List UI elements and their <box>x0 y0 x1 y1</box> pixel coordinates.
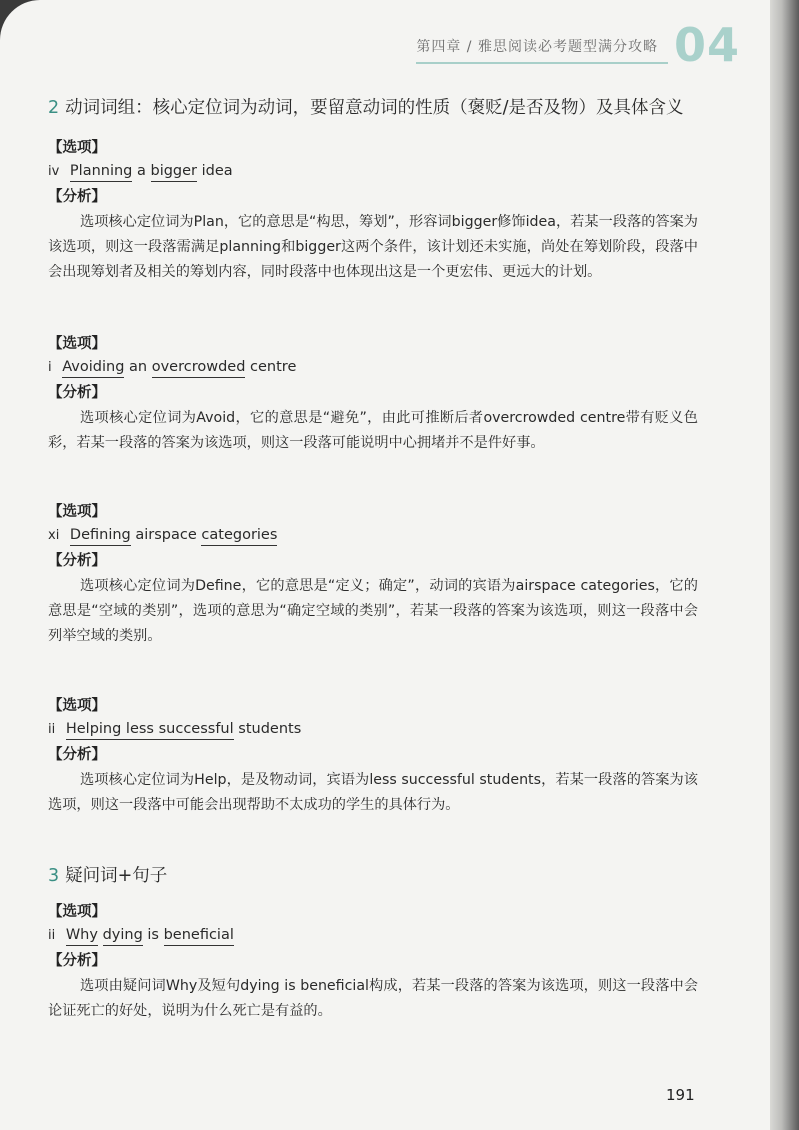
item-2 <box>48 332 698 456</box>
option-numeral: ii <box>48 928 56 943</box>
analysis-tag: 【分析】 <box>48 385 106 401</box>
option-tag: 【选项】 <box>48 336 106 352</box>
section-number: 2 <box>48 98 60 118</box>
section-title: 动词词组：核心定位词为动词，要留意动词的性质（褒贬/是否及物）及具体含义 <box>65 98 684 118</box>
option-word: dying <box>103 927 143 946</box>
analysis-text: 选项核心定位词为Plan，它的意思是“构思，筹划”，形容词bigger修饰idea，若某一段落的答案为该选项，则这一段落需满足planning和bigger这两个条件，该计划还未实施，尚处在筹划阶段，段落中会出现筹划者及相关的筹划内容，同时段落中也体现出这是一个更宏伟、更远大的计划。 <box>48 214 698 280</box>
section-title: 疑问词+句子 <box>65 866 168 886</box>
running-header <box>416 20 740 70</box>
item-1 <box>48 136 698 285</box>
option-tag: 【选项】 <box>48 698 106 714</box>
option-line <box>48 163 698 179</box>
option-word: a <box>137 163 146 179</box>
option-tag: 【选项】 <box>48 904 106 920</box>
analysis-text: 选项核心定位词为Avoid，它的意思是“避免”，由此可推断后者overcrowded centre带有贬义色彩，若某一段落的答案为该选项，则这一段落可能说明中心拥堵并不是件好事。 <box>48 410 698 451</box>
option-word: airspace <box>135 527 197 543</box>
option-tag: 【选项】 <box>48 504 106 520</box>
book-page-edge <box>770 0 799 1130</box>
analysis-tag: 【分析】 <box>48 953 106 969</box>
option-word: idea <box>201 163 233 179</box>
option-tag: 【选项】 <box>48 140 106 156</box>
option-word: categories <box>201 527 277 546</box>
option-word: an <box>129 359 148 375</box>
header-text: 第四章 / 雅思阅读必考题型满分攻略 <box>416 26 668 64</box>
option-word: centre <box>250 359 297 375</box>
section-number: 3 <box>48 866 60 886</box>
analysis-text: 选项核心定位词为Help，是及物动词，宾语为less successful students，若某一段落的答案为该选项，则这一段落中可能会出现帮助不太成功的学生的具体行为。 <box>48 772 698 813</box>
analysis-text: 选项由疑问词Why及短句dying is beneficial构成，若某一段落的答案为该选项，则这一段落中会论证死亡的好处，说明为什么死亡是有益的。 <box>48 978 698 1019</box>
item-3 <box>48 500 698 649</box>
option-numeral: xi <box>48 528 60 543</box>
option-line <box>48 359 698 375</box>
analysis-tag: 【分析】 <box>48 189 106 205</box>
option-numeral: ii <box>48 722 56 737</box>
option-numeral: iv <box>48 164 60 179</box>
section-3-heading <box>48 862 698 887</box>
page-number: 191 <box>666 1086 695 1104</box>
option-word: bigger <box>151 163 198 182</box>
option-word: Planning <box>70 163 132 182</box>
analysis-tag: 【分析】 <box>48 553 106 569</box>
option-word: Avoiding <box>62 359 124 378</box>
chapter-number: 04 <box>673 18 740 72</box>
item-4 <box>48 694 698 818</box>
analysis-text: 选项核心定位词为Define，它的意思是“定义；确定”，动词的宾语为airspace categories，它的意思是“空域的类别”，选项的意思为“确定空域的类别”，若某一段落的答案为该选项，则这一段落中会列举空域的类别。 <box>48 578 698 644</box>
option-line <box>48 527 698 543</box>
option-word: students <box>238 721 302 737</box>
option-word: beneficial <box>164 927 234 946</box>
item-5 <box>48 900 698 1024</box>
option-line <box>48 927 698 943</box>
option-word: overcrowded <box>152 359 246 378</box>
option-word: Helping less successful <box>66 721 234 740</box>
section-2-heading <box>48 94 698 119</box>
option-numeral: i <box>48 360 52 375</box>
analysis-tag: 【分析】 <box>48 747 106 763</box>
option-word: Defining <box>70 527 131 546</box>
option-word: is <box>147 927 159 943</box>
option-line <box>48 721 698 737</box>
option-word: Why <box>66 927 98 946</box>
